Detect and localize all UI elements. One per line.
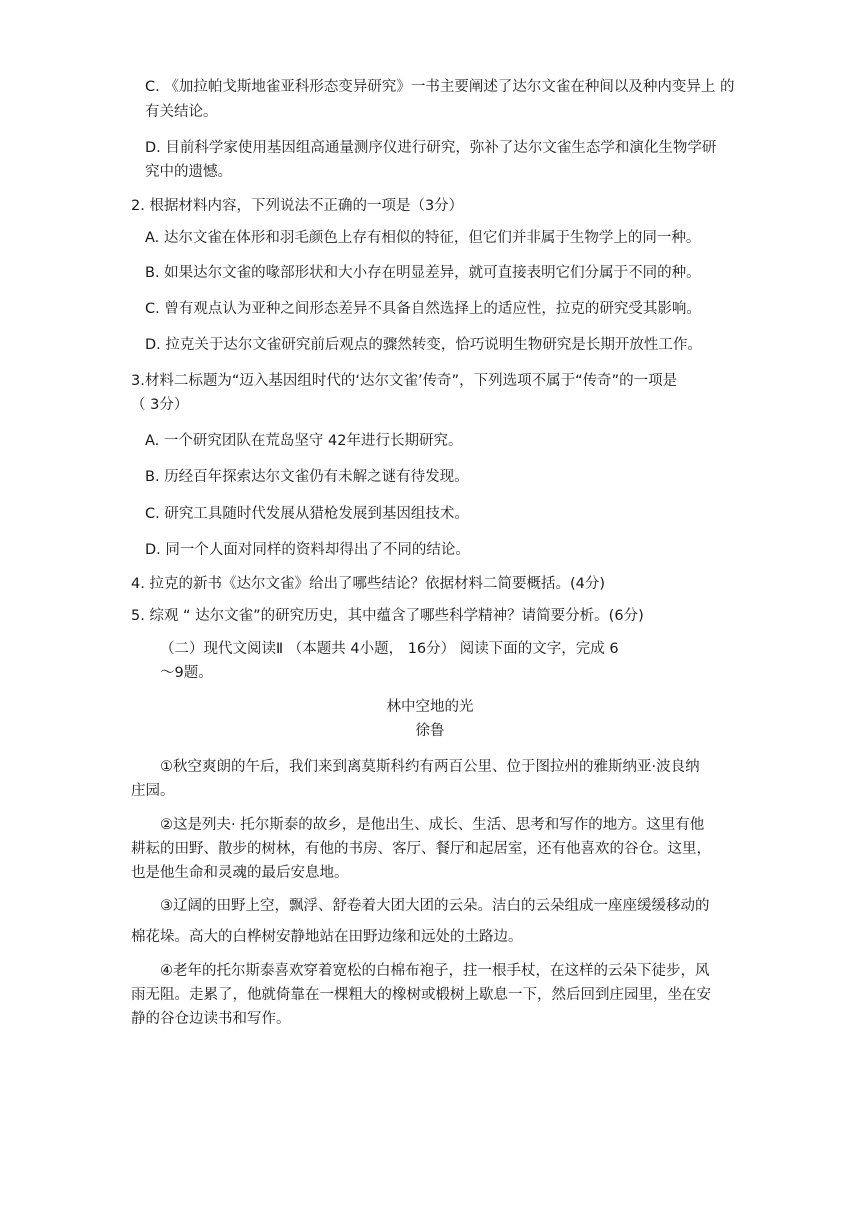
- section2-heading-line1: （二）现代文阅读Ⅱ （本题共 4小题， 16分） 阅读下面的文字，完成 6: [160, 641, 619, 657]
- article-p2-line1: ②这是列夫· 托尔斯泰的故乡，是他出生、成长、生活、思考和写作的地方。这里有他: [160, 817, 705, 833]
- article-p4-line3: 静的谷仓边读书和写作。: [131, 1011, 291, 1027]
- q2-option-b: B. 如果达尔文雀的喙部形状和大小存在明显差异，就可直接表明它们分属于不同的种。: [145, 265, 701, 281]
- q3-option-b: B. 历经百年探索达尔文雀仍有未解之谜有待发现。: [145, 469, 469, 485]
- q2-option-c: C. 曾有观点认为亚种之间形态差异不具备自然选择上的适应性，拉克的研究受其影响。: [145, 301, 701, 317]
- article-author: 徐鲁: [415, 723, 445, 739]
- q3-stem-line1: 3.材料二标题为“迈入基因组时代的‘达尔文雀’传奇”，下列选项不属于“传奇”的一项是: [131, 373, 678, 389]
- article-p1-line2: 庄园。: [131, 783, 175, 799]
- article-title: 林中空地的光: [386, 699, 474, 715]
- q3-option-c: C. 研究工具随时代发展从猎枪发展到基因组技术。: [145, 506, 469, 522]
- q5-stem: 5. 综观 “ 达尔文雀”的研究历史，其中蕴含了哪些科学精神？请简要分析。(6分): [131, 608, 644, 624]
- q3-stem-line2: （ 3分）: [131, 397, 189, 413]
- q4-stem: 4. 拉克的新书《达尔文雀》给出了哪些结论？依据材料二简要概括。(4分): [131, 576, 605, 592]
- q1-option-d-line1: D. 目前科学家使用基因组高通量测序仪进行研究，弥补了达尔文雀生态学和演化生物学研: [145, 140, 717, 156]
- q3-option-a: A. 一个研究团队在荒岛坚守 42年进行长期研究。: [145, 433, 463, 449]
- article-p4-line2: 雨无阻。走累了，他就倚靠在一棵粗大的橡树或椴树上歇息一下，然后回到庄园里，坐在安: [131, 987, 711, 1003]
- article-p2-line3: 也是他生命和灵魂的最后安息地。: [131, 865, 349, 881]
- q2-stem: 2. 根据材料内容，下列说法不正确的一项是（3分）: [131, 198, 464, 214]
- q2-option-d: D. 拉克关于达尔文雀研究前后观点的骤然转变，恰巧说明生物研究是长期开放性工作。: [145, 337, 702, 353]
- q1-option-c-line1: C. 《加拉帕戈斯地雀亚科形态变异研究》一书主要阐述了达尔文雀在种间以及种内变异上 的: [145, 79, 735, 95]
- section2-heading-line2: ～9题。: [160, 665, 213, 681]
- q1-option-c-line2: 有关结论。: [145, 104, 218, 120]
- q3-option-d: D. 同一个人面对同样的资料却得出了不同的结论。: [145, 542, 470, 558]
- article-p3-line2: 棉花垛。高大的白桦树安静地站在田野边缘和远处的土路边。: [131, 929, 523, 945]
- article-p3-line1: ③辽阔的田野上空，飘浮、舒卷着大团大团的云朵。洁白的云朵组成一座座缓缓移动的: [160, 898, 710, 914]
- q1-option-d-line2: 究中的遗憾。: [145, 164, 232, 180]
- article-p1-line1: ①秋空爽朗的午后，我们来到离莫斯科约有两百公里、位于图拉州的雅斯纳亚·波良纳: [160, 759, 700, 775]
- article-p2-line2: 耕耘的田野、散步的树林，有他的书房、客厅、餐厅和起居室，还有他喜欢的谷仓。这里，: [131, 841, 711, 857]
- article-p4-line1: ④老年的托尔斯泰喜欢穿着宽松的白棉布袍子，拄一根手杖，在这样的云朵下徒步，风: [160, 963, 710, 979]
- q2-option-a: A. 达尔文雀在体形和羽毛颜色上存有相似的特征，但它们并非属于生物学上的同一种。: [145, 230, 701, 246]
